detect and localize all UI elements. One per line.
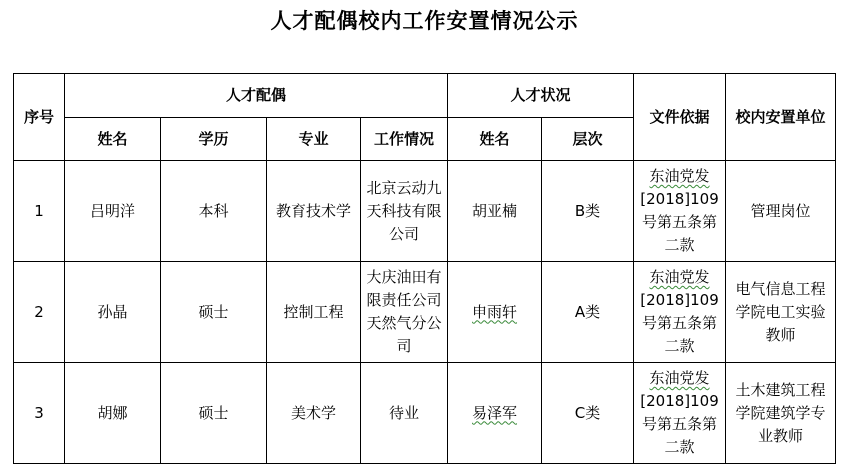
cell-level: C类 xyxy=(542,363,634,464)
file-basis-line1: 东油党发 xyxy=(649,268,710,286)
cell-file-basis xyxy=(634,161,726,262)
table-row xyxy=(14,161,836,262)
header-spouse-major: 专业 xyxy=(267,118,361,161)
header-talent-level: 层次 xyxy=(542,118,634,161)
header-spouse-education: 学历 xyxy=(161,118,267,161)
cell-talent-name: 胡亚楠 xyxy=(448,161,542,262)
cell-education: 本科 xyxy=(161,161,267,262)
cell-work: 大庆油田有限责任公司天然气分公司 xyxy=(361,262,448,363)
cell-education: 硕士 xyxy=(161,363,267,464)
cell-file-basis xyxy=(634,262,726,363)
cell-talent-name xyxy=(448,363,542,464)
header-spouse-work: 工作情况 xyxy=(361,118,448,161)
file-basis-line2: [2018]109号第五条第二款 xyxy=(640,190,719,254)
cell-file-basis xyxy=(634,363,726,464)
page-title: 人才配偶校内工作安置情况公示 xyxy=(270,8,579,33)
cell-level: A类 xyxy=(542,262,634,363)
cell-placement: 管理岗位 xyxy=(726,161,836,262)
header-spouse-group: 人才配偶 xyxy=(65,74,448,118)
table-row xyxy=(14,363,836,464)
cell-major: 教育技术学 xyxy=(267,161,361,262)
cell-education: 硕士 xyxy=(161,262,267,363)
cell-placement: 土木建筑工程学院建筑学专业教师 xyxy=(726,363,836,464)
table-row xyxy=(14,262,836,363)
header-talent-group: 人才状况 xyxy=(448,74,634,118)
header-talent-name: 姓名 xyxy=(448,118,542,161)
placement-table xyxy=(13,73,836,464)
cell-seq: 1 xyxy=(14,161,65,262)
cell-level: B类 xyxy=(542,161,634,262)
file-basis-line1: 东油党发 xyxy=(649,369,710,387)
talent-name-text: 申雨轩 xyxy=(472,302,518,321)
cell-spouse-name: 孙晶 xyxy=(65,262,161,363)
header-row-group xyxy=(14,74,836,118)
cell-spouse-name: 胡娜 xyxy=(65,363,161,464)
header-seq: 序号 xyxy=(14,74,65,161)
cell-major: 美术学 xyxy=(267,363,361,464)
cell-work: 待业 xyxy=(361,363,448,464)
file-basis-line1: 东油党发 xyxy=(649,167,710,185)
cell-work: 北京云动九天科技有限公司 xyxy=(361,161,448,262)
header-spouse-name: 姓名 xyxy=(65,118,161,161)
header-file-basis: 文件依据 xyxy=(634,74,726,161)
cell-major: 控制工程 xyxy=(267,262,361,363)
cell-talent-name xyxy=(448,262,542,363)
talent-name-text: 易泽军 xyxy=(472,403,518,422)
cell-placement: 电气信息工程学院电工实验教师 xyxy=(726,262,836,363)
cell-seq: 3 xyxy=(14,363,65,464)
header-placement: 校内安置单位 xyxy=(726,74,836,161)
cell-seq: 2 xyxy=(14,262,65,363)
file-basis-line2: [2018]109号第五条第二款 xyxy=(640,392,719,456)
file-basis-line2: [2018]109号第五条第二款 xyxy=(640,291,719,355)
cell-spouse-name: 吕明洋 xyxy=(65,161,161,262)
